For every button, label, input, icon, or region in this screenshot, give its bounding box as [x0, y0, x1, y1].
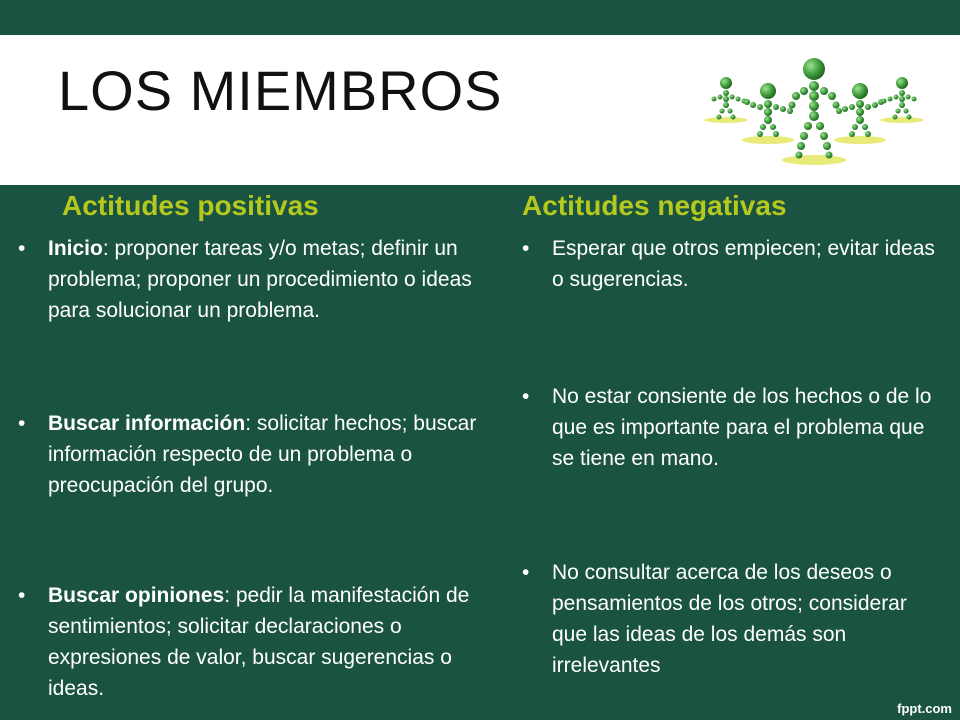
bullet-icon: •	[522, 561, 530, 584]
list-item-buscar-opiniones	[18, 580, 493, 704]
item-text: : pedir la manifestación de sentimientos; solicitar declaraciones o expresiones de valor, buscar sugerencias o ideas.	[48, 584, 470, 700]
item-text: Esperar que otros empiecen; evitar ideas o sugerencias.	[552, 237, 935, 291]
list-item-no-estar-consiente	[522, 381, 942, 474]
bullet-icon: •	[18, 412, 26, 435]
list-item-no-consultar	[522, 557, 942, 681]
item-term: Buscar opiniones	[48, 584, 225, 607]
item-term: Inicio	[48, 237, 103, 260]
list-item-buscar-informacion	[18, 408, 493, 501]
list-item-inicio	[18, 233, 493, 326]
item-term: Buscar información	[48, 412, 246, 435]
item-text: : solicitar hechos; buscar información respecto de un problema o preocupación del grupo.	[48, 412, 477, 497]
positive-attitudes-heading: Actitudes positivas	[62, 190, 319, 221]
bullet-icon: •	[18, 584, 26, 607]
slide-title: LOS MIEMBROS	[58, 59, 503, 122]
negative-attitudes-heading: Actitudes negativas	[522, 190, 787, 221]
bullet-icon: •	[522, 385, 530, 408]
bullet-icon: •	[18, 237, 26, 260]
bullet-icon: •	[522, 237, 530, 260]
watermark: fppt.com	[897, 701, 952, 716]
item-text: No consultar acerca de los deseos o pensamientos de los otros; considerar que las ideas de los demás son irrelevantes	[552, 561, 907, 677]
team-people-icon	[700, 55, 930, 173]
item-text: : proponer tareas y/o metas; definir un problema; proponer un procedimiento o ideas para solucionar un problema.	[48, 237, 472, 322]
list-item-esperar	[522, 233, 942, 295]
item-text: No estar consiente de los hechos o de lo que es importante para el problema que se tiene en mano.	[552, 385, 932, 470]
top-bar	[0, 0, 960, 35]
